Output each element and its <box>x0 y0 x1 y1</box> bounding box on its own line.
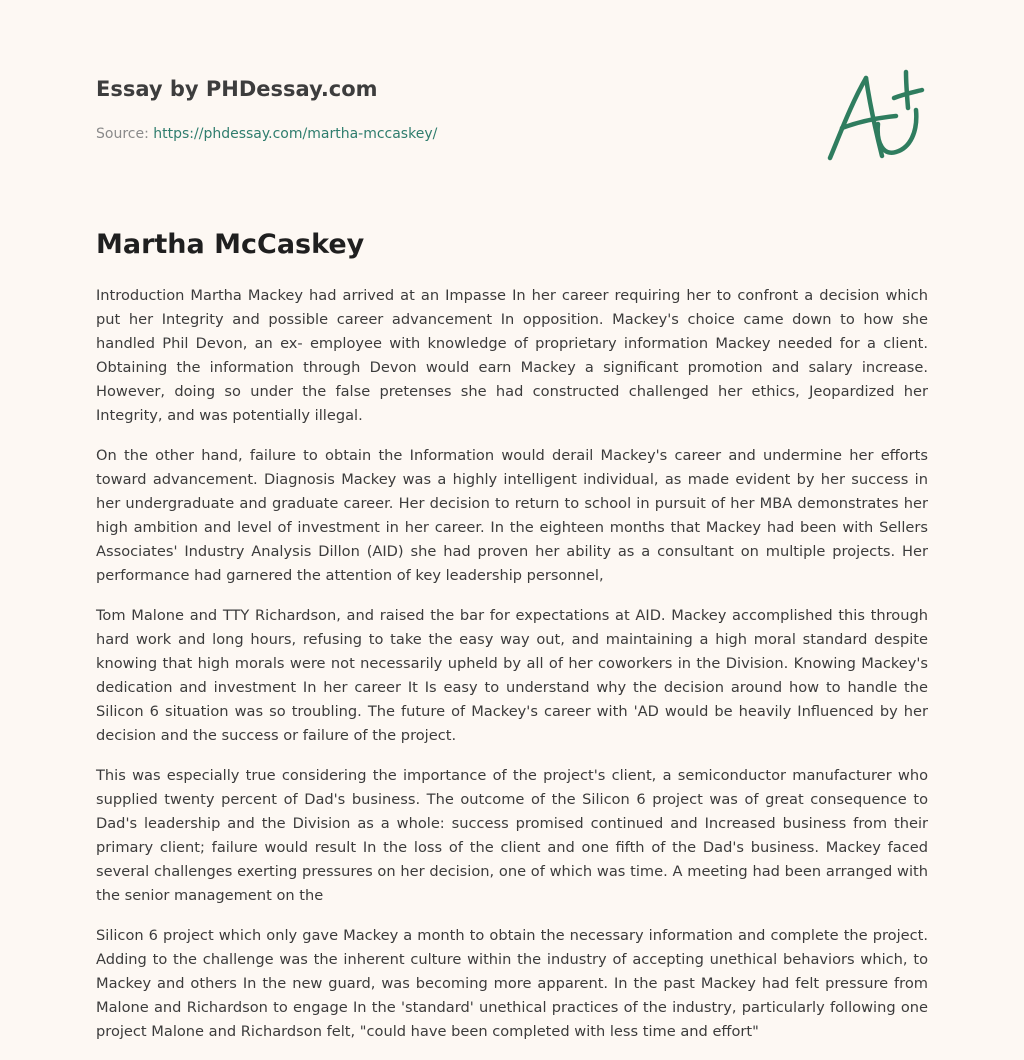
a-plus-grade-icon <box>822 66 932 166</box>
essay-paragraph: This was especially true considering the importance of the project's client, a semiconductor manufacturer who supplied twenty percent of Dad's business. The outcome of the Silicon 6 project was of great consequence to Dad's leadership and the Division as a whole: success promised continued and Increased business from their primary client; failure would result In the loss of the client and one fifth of the Dad's business. Mackey faced several challenges exerting pressures on her decision, one of which was time. A meeting had been arranged with the senior management on the <box>96 767 928 904</box>
essay-paragraph: On the other hand, failure to obtain the Information would derail Mackey's career and undermine her efforts toward advancement. Diagnosis Mackey was a highly intelligent individual, as made evident by her success in her undergraduate and graduate career. Her decision to return to school in pursuit of her MBA demonstrates her high ambition and level of investment in her career. In the eighteen months that Mackey had been with Sellers Associates' Industry Analysis Dillon (AID) she had proven her ability as a consultant on multiple projects. Her performance had garnered the attention of key leadership personnel, <box>96 447 928 584</box>
essay-paragraph: Tom Malone and TTY Richardson, and raised the bar for expectations at AID. Mackey accomplished this through hard work and long hours, refusing to take the easy way out, and maintaining a high moral standard despite knowing that high morals were not necessarily upheld by all of her coworkers in the Division. Knowing Mackey's dedication and investment In her career It Is easy to understand why the decision around how to handle the Silicon 6 situation was so troubling. The future of Mackey's career with 'AD would be heavily Influenced by her decision and the success or failure of the project. <box>96 607 928 744</box>
source-line <box>96 124 696 144</box>
source-label: Source: <box>96 126 149 142</box>
essay-header <box>96 74 696 144</box>
source-link[interactable]: https://phdessay.com/martha-mccaskey/ <box>153 126 438 142</box>
essay-title: Martha McCaskey <box>96 229 365 260</box>
essay-paragraph: Silicon 6 project which only gave Mackey a month to obtain the necessary information and complete the project. Adding to the challenge was the inherent culture within the industry of accepting unethical behaviors which, to Mackey and others In the new guard, was becoming more apparent. In the past Mackey had felt pressure from Malone and Richardson to engage In the 'standard' unethical practices of the industry, particularly following one project Malone and Richardson felt, "could have been completed with less time and effort" <box>96 927 928 1040</box>
essay-paragraph: Introduction Martha Mackey had arrived at an Impasse In her career requiring her to confront a decision which put her Integrity and possible career advancement In opposition. Mackey's choice came down to how she handled Phil Devon, an ex- employee with knowledge of proprietary information Mackey needed for a client. Obtaining the information through Devon would earn Mackey a significant promotion and salary increase. However, doing so under the false pretenses she had constructed challenged her ethics, Jeopardized her Integrity, and was potentially illegal. <box>96 287 928 424</box>
essay-body <box>96 284 928 1060</box>
brand-title: Essay by PHDessay.com <box>96 77 378 101</box>
